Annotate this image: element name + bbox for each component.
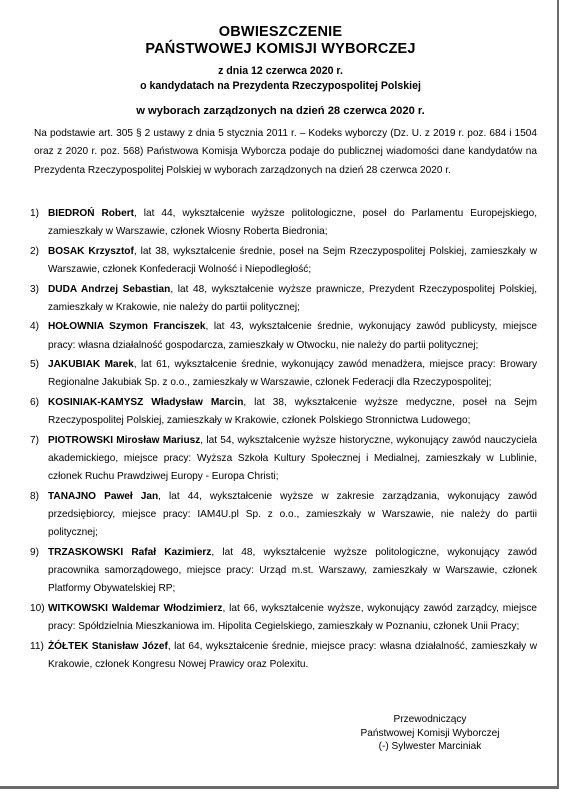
document-subject: o kandydatach na Prezydenta Rzeczypospolitej Polskiej: [140, 80, 421, 92]
list-item: [30, 432, 537, 487]
candidate-details: , lat 64, wykształcenie średnie, miejsce pracy: własna działalność, zamieszkały w Krakowie, członek Kongresu Nowej Prawicy oraz Polexitu.: [48, 640, 537, 670]
document-title: OBWIESZCZENIE: [218, 24, 343, 40]
list-item: [30, 638, 537, 675]
candidate-name: HOŁOWNIA Szymon Franciszek: [48, 321, 206, 333]
list-item: [30, 600, 537, 637]
candidate-list: [30, 205, 538, 675]
item-number: 11): [30, 640, 44, 652]
candidate-name: ŻÓŁTEK Stanisław Józef: [48, 640, 168, 652]
candidate-name: KOSINIAK-KAMYSZ Władysław Marcin: [48, 396, 244, 408]
list-item: [30, 243, 537, 280]
signature-role: Przewodniczący: [393, 714, 467, 725]
document-date: z dnia 12 czerwca 2020 r.: [218, 65, 343, 77]
item-number: 5): [30, 359, 39, 371]
candidate-details: , lat 38, wykształcenie średnie, poseł na Sejm Rzeczypospolitej Polskiej, zamieszkały w Warszawie, członek Konfederacji Wolność i Niepodległość;: [48, 245, 537, 276]
candidate-name: PIOTROWSKI Mirosław Mariusz: [48, 434, 201, 446]
signature-name: (-) Sylwester Marciniak: [378, 741, 482, 753]
candidate-details: , lat 61, wykształcenie średnie, wykonujący zawód menadżera, miejsce pracy: Browary Regionalne Jakubiak Sp. z o.o., zamieszkały w Warszawie, członek Federacji dla Rzeczypospolitej;: [48, 359, 538, 389]
candidate-details: , lat 66, wykształcenie wyższe, wykonujący zawód zarządcy, miejsce pracy: Spółdzielnia Mieszkaniowa im. Hipolita Cegielskiego, zamieszkały w Poznaniu, członek Unii Pracy;: [48, 602, 537, 633]
candidate-details: , lat 54, wykształcenie wyższe historyczne, wykonujący zawód nauczyciela akademickiego, miejsce pracy: Wyższa Szkoła Kultury Społecznej i Medialnej, zamieszkały w Lublinie, członek Ruchu Prawdziwej Europy - Europa Christi;: [48, 434, 537, 483]
candidate-name: WITKOWSKI Waldemar Włodzimierz: [48, 602, 223, 614]
candidate-details: , lat 43, wykształcenie średnie, wykonujący zawód publicysty, miejsce pracy: własna działalność gospodarcza, zamieszkały w Otwocku, nie należy do partii politycznej;: [48, 321, 537, 351]
candidate-name: BOSAK Krzysztof: [48, 245, 134, 257]
candidate-name: DUDA Andrzej Sebastian: [48, 283, 171, 295]
candidate-details: , lat 38, wykształcenie wyższe medyczne, poseł na Sejm Rzeczypospolitej Polskiej, zamieszkały w Krakowie, członek Polskiego Stronnictwa Ludowego;: [48, 396, 537, 427]
item-number: 8): [30, 490, 39, 502]
item-number: 9): [30, 546, 39, 558]
list-item: [30, 544, 537, 599]
item-number: 4): [30, 321, 39, 333]
candidate-details: , lat 48, wykształcenie wyższe prawnicze, Prezydent Rzeczypospolitej Polskiej, zamieszkały w Krakowie, nie należy do partii politycznej;: [48, 283, 537, 313]
candidate-details: , lat 44, wykształcenie wyższe w zakresie zarządzania, wykonujący zawód przedsiębiorcy, miejsce pracy: IAM4U.pl Sp. z o.o., zamieszkały w Warszawie, nie należy do partii politycznej;: [48, 490, 537, 539]
list-item: [30, 488, 537, 543]
candidate-name: BIEDROŃ Robert: [48, 208, 135, 219]
candidate-name: TANAJNO Paweł Jan: [48, 490, 159, 502]
list-item: [30, 318, 537, 355]
candidate-details: , lat 44, wykształcenie wyższe politologiczne, poseł do Parlamentu Europejskiego, zamieszkały w Warszawie, członek Wiosny Roberta Biedronia;: [48, 208, 538, 238]
item-number: 10): [30, 602, 45, 614]
signature-block: [330, 713, 530, 754]
item-number: 3): [30, 283, 39, 295]
candidate-name: JAKUBIAK Marek: [48, 359, 134, 371]
list-item: [30, 205, 538, 242]
item-number: 7): [30, 434, 39, 446]
signature-body: Państwowej Komisji Wyborczej: [360, 727, 500, 739]
list-item: [30, 394, 537, 431]
list-item: [30, 281, 537, 318]
item-number: 2): [30, 245, 39, 257]
list-item: [30, 356, 538, 393]
candidate-name: TRZASKOWSKI Rafał Kazimierz: [48, 546, 212, 558]
item-number: 1): [30, 208, 39, 219]
intro-paragraph: Na podstawie art. 305 § 2 ustawy z dnia 5 stycznia 2011 r. – Kodeks wyborczy (Dz. U. z 2019 r. poz. 684 i 1504 oraz z 2020 r. poz. 568) Państwowa Komisja Wyborcza podaje do publicznej wiadomości dane kandydatów na Prezydenta Rzeczypospolitej Polskiej w wyborach zarządzonych na dzień 28 czerwca 2020 r.: [34, 128, 537, 176]
issuer-title: PAŃSTWOWEJ KOMISJI WYBORCZEJ: [145, 41, 416, 57]
item-number: 6): [30, 396, 39, 408]
candidate-details: , lat 48, wykształcenie wyższe politologiczne, wykonujący zawód pracownika samorządowego, miejsce pracy: Urząd m.st. Warszawy, zamieszkały w Warszawie, członek Platformy Obywatelskiej RP;: [48, 546, 537, 595]
election-date-line: w wyborach zarządzonych na dzień 28 czerwca 2020 r.: [136, 105, 425, 117]
